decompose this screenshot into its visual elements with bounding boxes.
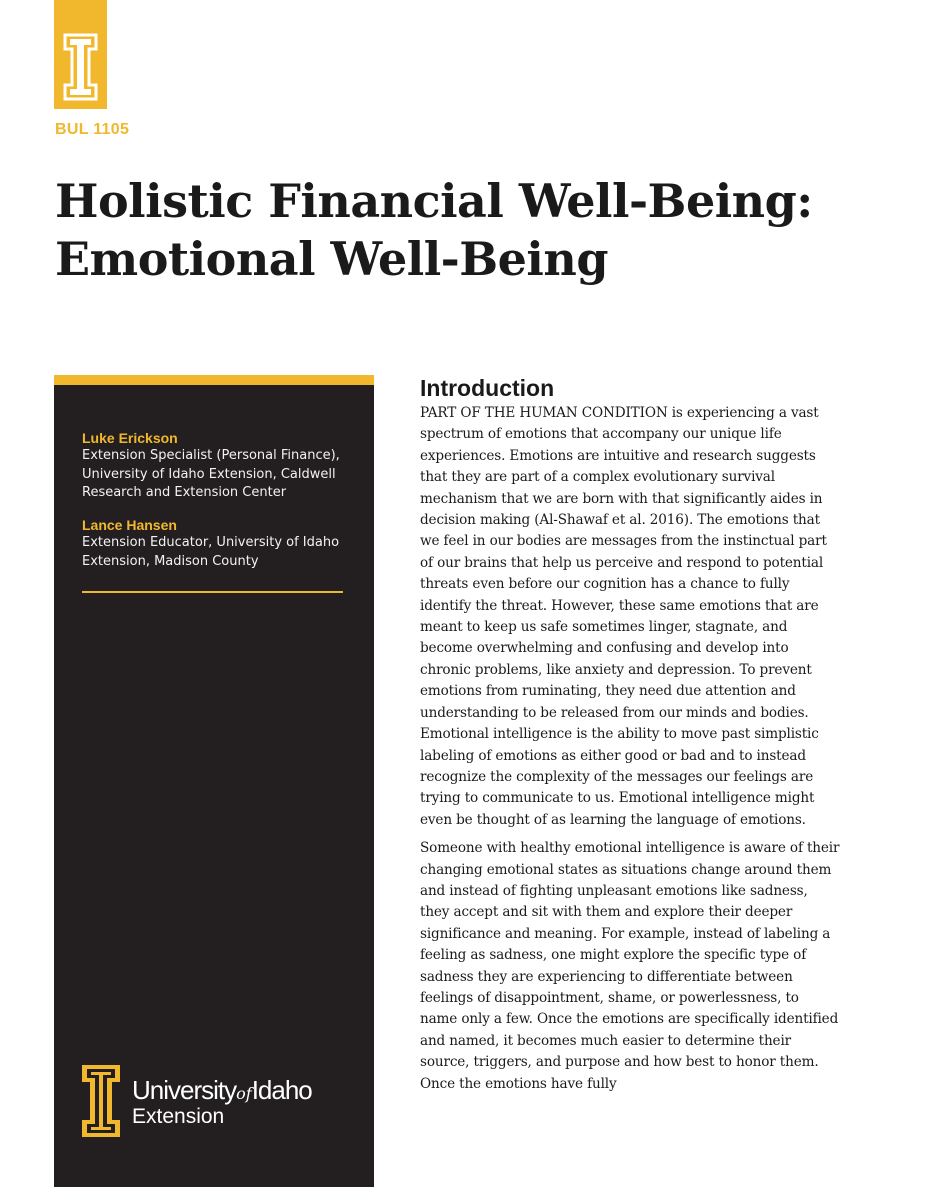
logo-of: of (236, 1084, 252, 1103)
body-paragraph: PART OF THE HUMAN CONDITION is experiencing a vast spectrum of emotions that accompany our unique life experiences. Emotions are intuitive and research suggests that they are part of a complex evolutionary survival mechanism that we are born with that significantly aides in decision making (Al-Shawaf et al. 2016). The emotions that we feel in our bodies are messages from the instinctual part of our brains that help us perceive and respond to potential threats even before our cognition has a chance to fully identify the threat. However, these same emotions that are meant to keep us safe sometimes linger, stagnate, and become overwhelming and confusing and develop into chronic problems, like anxiety and depression. To prevent emotions from ruminating, they need due attention and understanding to be released from our minds and bodies. Emotional intelligence is the ability to move past simplistic labeling of emotions as either good or bad and to instead recognize the complexity of the messages our feelings are trying to communicate to us. Emotional intelligence might even be thought of as learning the language of emotions. (420, 405, 827, 828)
university-of-idaho-extension-logo (82, 1065, 352, 1140)
main-content (420, 373, 840, 1095)
top-logo-tab (54, 0, 107, 109)
logo-wordmark (132, 1075, 312, 1106)
block-i-icon (63, 33, 98, 101)
bulletin-number: BUL 1105 (55, 121, 130, 138)
author-block (82, 516, 357, 571)
author-block (82, 429, 357, 503)
title-line-1: Holistic Financial Well-Being: (55, 174, 813, 228)
author-name: Luke Erickson (82, 430, 178, 446)
author-sidebar (54, 375, 374, 1187)
sidebar-divider (82, 591, 343, 593)
author-affiliation: Extension Specialist (Personal Finance), University of Idaho Extension, Caldwell Research and Extension Center (82, 448, 340, 500)
page-title (55, 172, 813, 288)
author-name: Lance Hansen (82, 517, 177, 533)
author-affiliation: Extension Educator, University of Idaho Extension, Madison County (82, 535, 340, 569)
logo-idaho: Idaho (251, 1075, 312, 1105)
logo-university: University (132, 1075, 237, 1105)
section-heading: Introduction (420, 375, 555, 401)
title-line-2: Emotional Well-Being (55, 232, 609, 286)
block-i-logo-icon (82, 1065, 120, 1137)
body-paragraph: Someone with healthy emotional intelligence is aware of their changing emotional states as situations change around them and instead of fighting unpleasant emotions like sadness, they accept and sit with them and explore their deeper significance and meaning. For example, instead of labeling a feeling as sadness, one might explore the specific type of sadness they are experiencing to differentiate between feelings of disappointment, shame, or powerlessness, to name only a few. Once the emotions are specifically identified and named, it becomes much easier to determine their source, triggers, and purpose and how best to honor them. Once the emotions have fully (420, 840, 840, 1092)
logo-extension: Extension (132, 1105, 225, 1128)
